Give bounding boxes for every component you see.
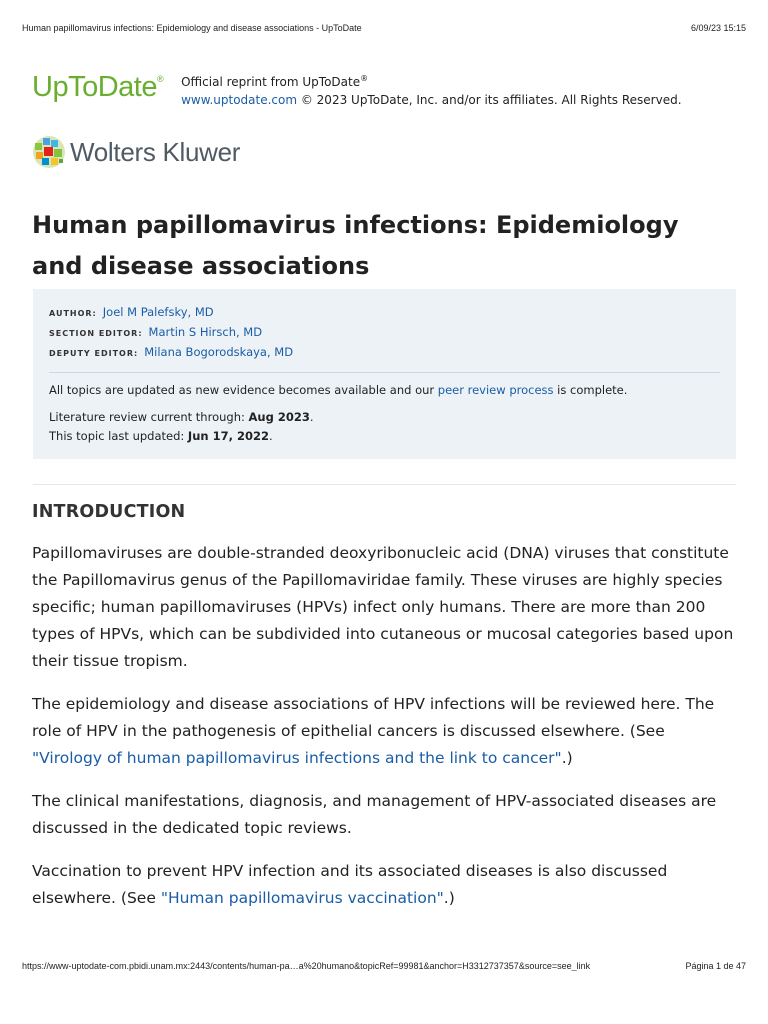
- author-link[interactable]: Joel M Palefsky, MD: [102, 305, 214, 319]
- section-editor-link[interactable]: Martin S Hirsch, MD: [148, 325, 263, 339]
- print-url: https://www-uptodate-com.pbidi.unam.mx:2443/contents/human-pa…a%20humano&topicRef=99981&anchor=H3312737357&source=see_link: [22, 961, 591, 971]
- paragraph-1: Papillomaviruses are double-stranded deoxyribonucleic acid (DNA) viruses that constitute the Papillomavirus genus of the Papillomaviridae family. These viruses are highly species specific; human papillomaviruses (HPVs) infect only humans. There are more than 200 types of HPVs, which can be subdivided into cutaneous or mucosal categories based upon their tissue tropism.: [32, 544, 734, 670]
- paragraph-3: The clinical manifestations, diagnosis, and management of HPV-associated diseases are discussed in the dedicated topic reviews.: [32, 792, 717, 837]
- uptodate-site-link[interactable]: www.uptodate.com: [181, 93, 298, 107]
- reprint-line: Official reprint from UpToDate: [181, 75, 361, 89]
- print-page-title: Human papillomavirus infections: Epidemiology and disease associations - UpToDate: [22, 23, 362, 33]
- topic-info-box: [33, 289, 736, 459]
- uptodate-logo: UpToDate®: [32, 71, 164, 103]
- reprint-notice: Official reprint from UpToDate® www.uptodate.com © 2023 UpToDate, Inc. and/or its affiliates. All Rights Reserved.: [181, 74, 682, 107]
- publisher-name: Wolters Kluwer: [70, 136, 241, 167]
- article-title: Human papillomavirus infections: Epidemiology and disease associations: [32, 211, 679, 280]
- deputy-editor-line: [49, 343, 720, 363]
- article-body: [32, 502, 738, 928]
- virology-topic-link[interactable]: "Virology of human papillomavirus infections and the link to cancer": [32, 749, 562, 767]
- brand-row: [32, 70, 736, 109]
- literature-review-date: Literature review current through: Aug 2023.: [49, 410, 314, 424]
- print-header: [22, 23, 746, 33]
- section-editor-line: [49, 323, 720, 343]
- wolters-kluwer-logo: [32, 135, 240, 169]
- section-divider: [33, 484, 736, 485]
- paragraph-2: The epidemiology and disease associations of HPV infections will be reviewed here. The role of HPV in the pathogenesis of epithelial cancers is discussed elsewhere. (See "Virology of human papillomavirus infections and the link to cancer".): [32, 695, 715, 767]
- copyright-text: © 2023 UpToDate, Inc. and/or its affiliates. All Rights Reserved.: [297, 93, 682, 107]
- vaccination-topic-link[interactable]: "Human papillomavirus vaccination": [160, 889, 444, 907]
- section-heading: INTRODUCTION: [32, 502, 186, 522]
- section-editor-key: SECTION EDITOR:: [49, 329, 143, 338]
- update-notice: All topics are updated as new evidence becomes available and our peer review process is complete.: [49, 383, 628, 397]
- meta-divider: [49, 372, 720, 373]
- peer-review-link[interactable]: peer review process: [437, 383, 554, 397]
- deputy-editor-link[interactable]: Milana Bogorodskaya, MD: [144, 345, 294, 359]
- print-datetime: 6/09/23 15:15: [690, 23, 746, 33]
- topic-updated-date: This topic last updated: Jun 17, 2022.: [49, 429, 273, 443]
- print-footer: [22, 961, 746, 971]
- author-line: [49, 303, 720, 323]
- page-number: Página 1 de 47: [685, 961, 746, 971]
- author-key: AUTHOR:: [49, 309, 97, 318]
- paragraph-4: Vaccination to prevent HPV infection and its associated diseases is also discussed elsewhere. (See "Human papillomavirus vaccination".): [32, 862, 668, 907]
- wolters-kluwer-globe-icon: [32, 135, 66, 169]
- deputy-editor-key: DEPUTY EDITOR:: [49, 349, 139, 358]
